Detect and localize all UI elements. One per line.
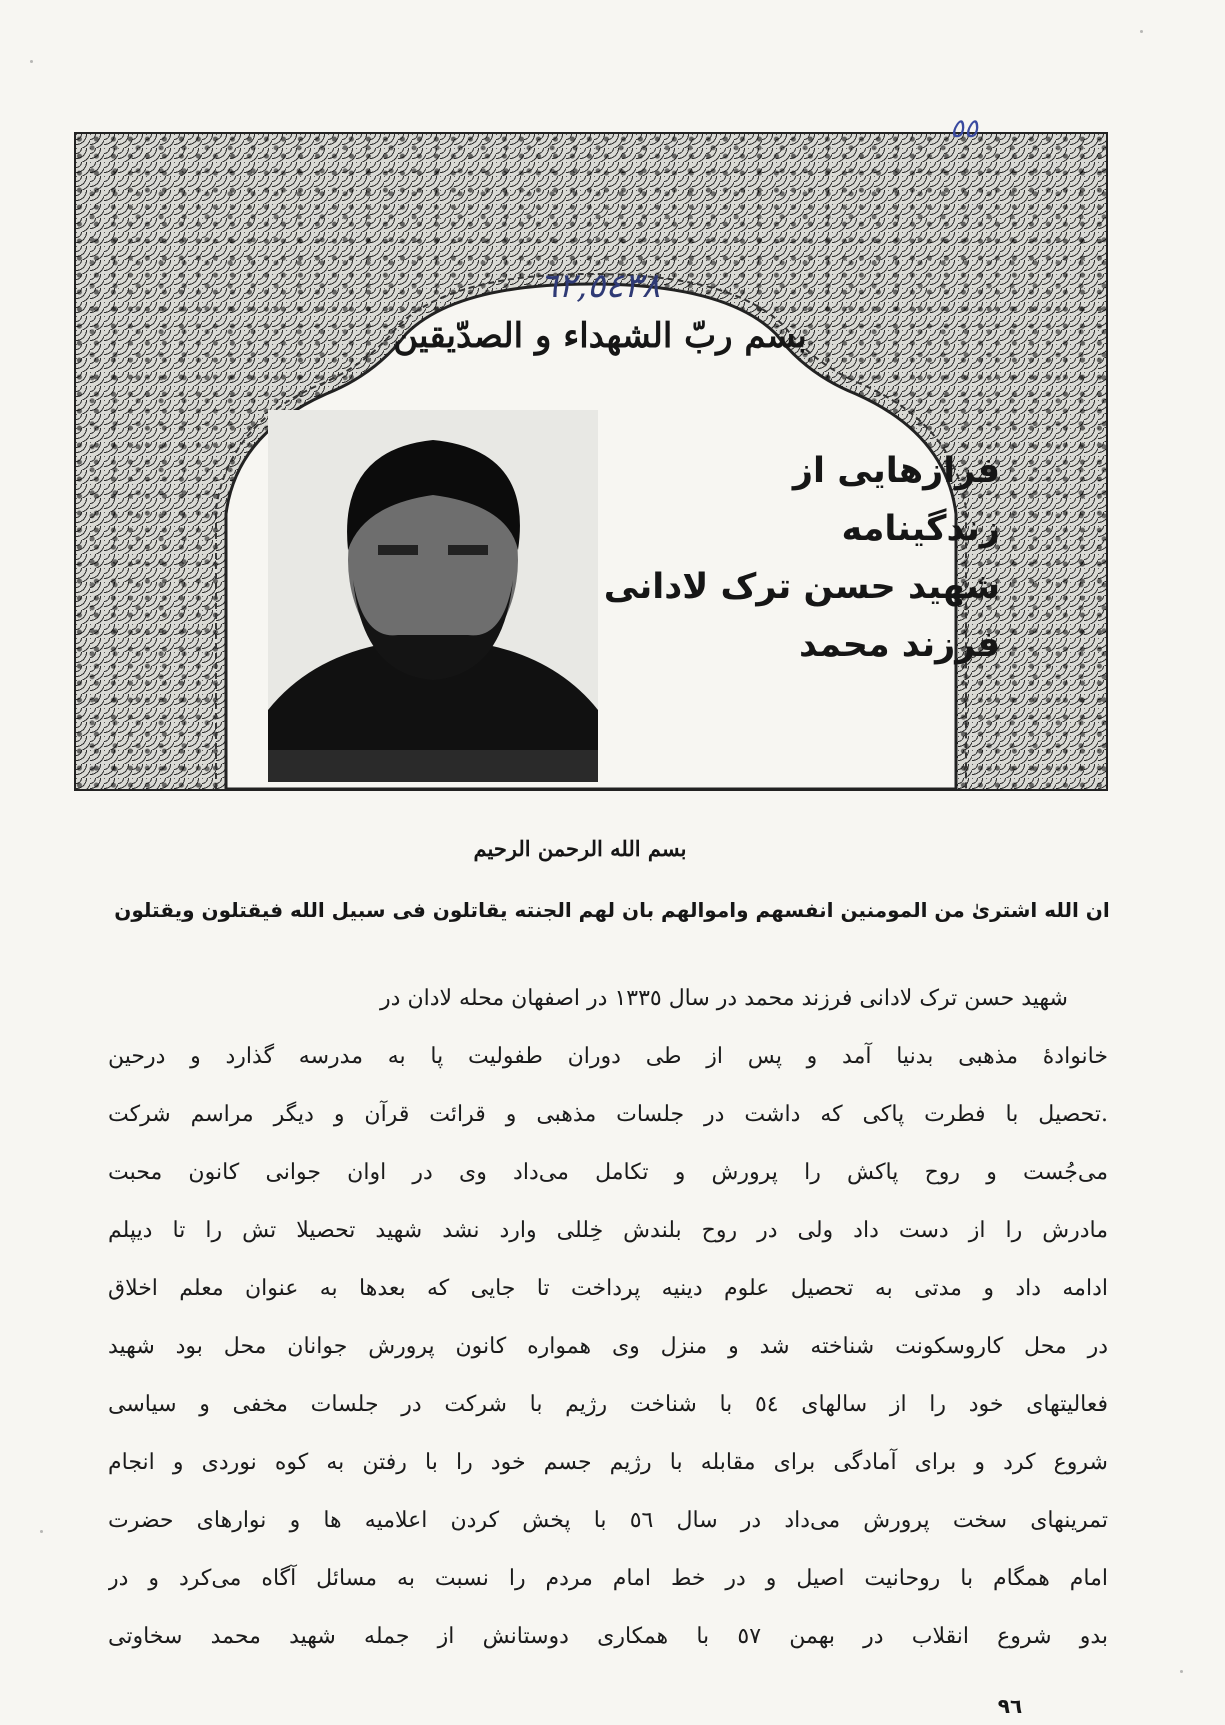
body-line: ادامه داد و مدتی به تحصیل علوم دینیه پرداخت تا جایی که بعدها به عنوان معلم اخلاق bbox=[108, 1276, 1108, 1301]
portrait-photo-icon bbox=[268, 410, 598, 782]
title-line: فرزند محمد bbox=[799, 625, 1000, 665]
body-line: خانوادهٔ مذهبی بدنیا آمد و پس از طی دوران طفولیت پا به مدرسه گذارد و درحین bbox=[108, 1044, 1108, 1069]
body-line: مادرش را از دست داد ولی در روح بلندش خِللی وارد نشد شهید تحصیلا تش را تا دیپلم bbox=[108, 1218, 1108, 1243]
body-line: شروع کرد و برای آمادگی برای مقابله با رژیم جسم خود را با رفتن به کوه نوردی و انجام bbox=[108, 1450, 1108, 1475]
body-line: می‌جُست و روح پاکش را پرورش و تکامل می‌داد وی در اوان جوانی کانون محبت bbox=[108, 1160, 1108, 1185]
page-heading: بسم ربّ الشهداء و الصدّیقین bbox=[393, 316, 807, 356]
body-line: در محل کاروسکونت شناخته شد و منزل وی همواره کانون پرورش جوانان محل بود شهید bbox=[108, 1334, 1108, 1359]
title-line: زندگینامه bbox=[841, 509, 1000, 549]
body-line: فعالیتهای خود را از سالهای ٥٤ با شناخت رژیم با شرکت در جلسات مخفی و سیاسی bbox=[108, 1392, 1108, 1417]
title-block bbox=[603, 442, 1000, 674]
title-line: شهید حسن ترک لادانی bbox=[603, 567, 1000, 607]
body-line: امام همگام با روحانیت اصیل و در خط امام مردم را نسبت به مسائل آگاه می‌کرد و در bbox=[108, 1566, 1108, 1591]
page-number: ٩٦ bbox=[997, 1694, 1023, 1718]
quran-verse: ان الله اشتریٰ من المومنین انفسهم واموالهم بان لهم الجنته یقاتلون فی سبیل الله فیقتلون ویقتلون bbox=[114, 898, 1110, 922]
portrait-photo bbox=[268, 410, 598, 782]
body-line: تمرینهای سخت پرورش می‌داد در سال ٥٦ با پخش کردن اعلامیه ها و نوارهای حضرت bbox=[108, 1508, 1108, 1533]
body-line: بدو شروع انقلاب در بهمن ٥٧ با همکاری دوستانش از جمله شهید محمد سخاوتی bbox=[108, 1624, 1108, 1649]
handwritten-number: ٦٢,٥٤٣٨ bbox=[539, 266, 661, 306]
body-line: شهید حسن ترک لادانی فرزند محمد در سال ١٣٣٥ در اصفهان محله لادان در bbox=[380, 986, 1068, 1011]
scan-speck bbox=[40, 1530, 43, 1533]
scan-speck bbox=[1140, 30, 1143, 33]
basmala: بسم الله الرحمن الرحیم bbox=[473, 836, 687, 861]
body-line: .تحصیل با فطرت پاکی که داشت در جلسات مذهبی و قرائت قرآن و دیگر مراسم شرکت bbox=[108, 1102, 1108, 1127]
biography-text bbox=[108, 970, 1108, 1666]
corner-handwritten-mark: ٥٥ bbox=[950, 114, 978, 144]
title-line: فرازهایی از bbox=[792, 451, 1000, 491]
scan-speck bbox=[30, 60, 33, 63]
scan-speck bbox=[1180, 1670, 1183, 1673]
